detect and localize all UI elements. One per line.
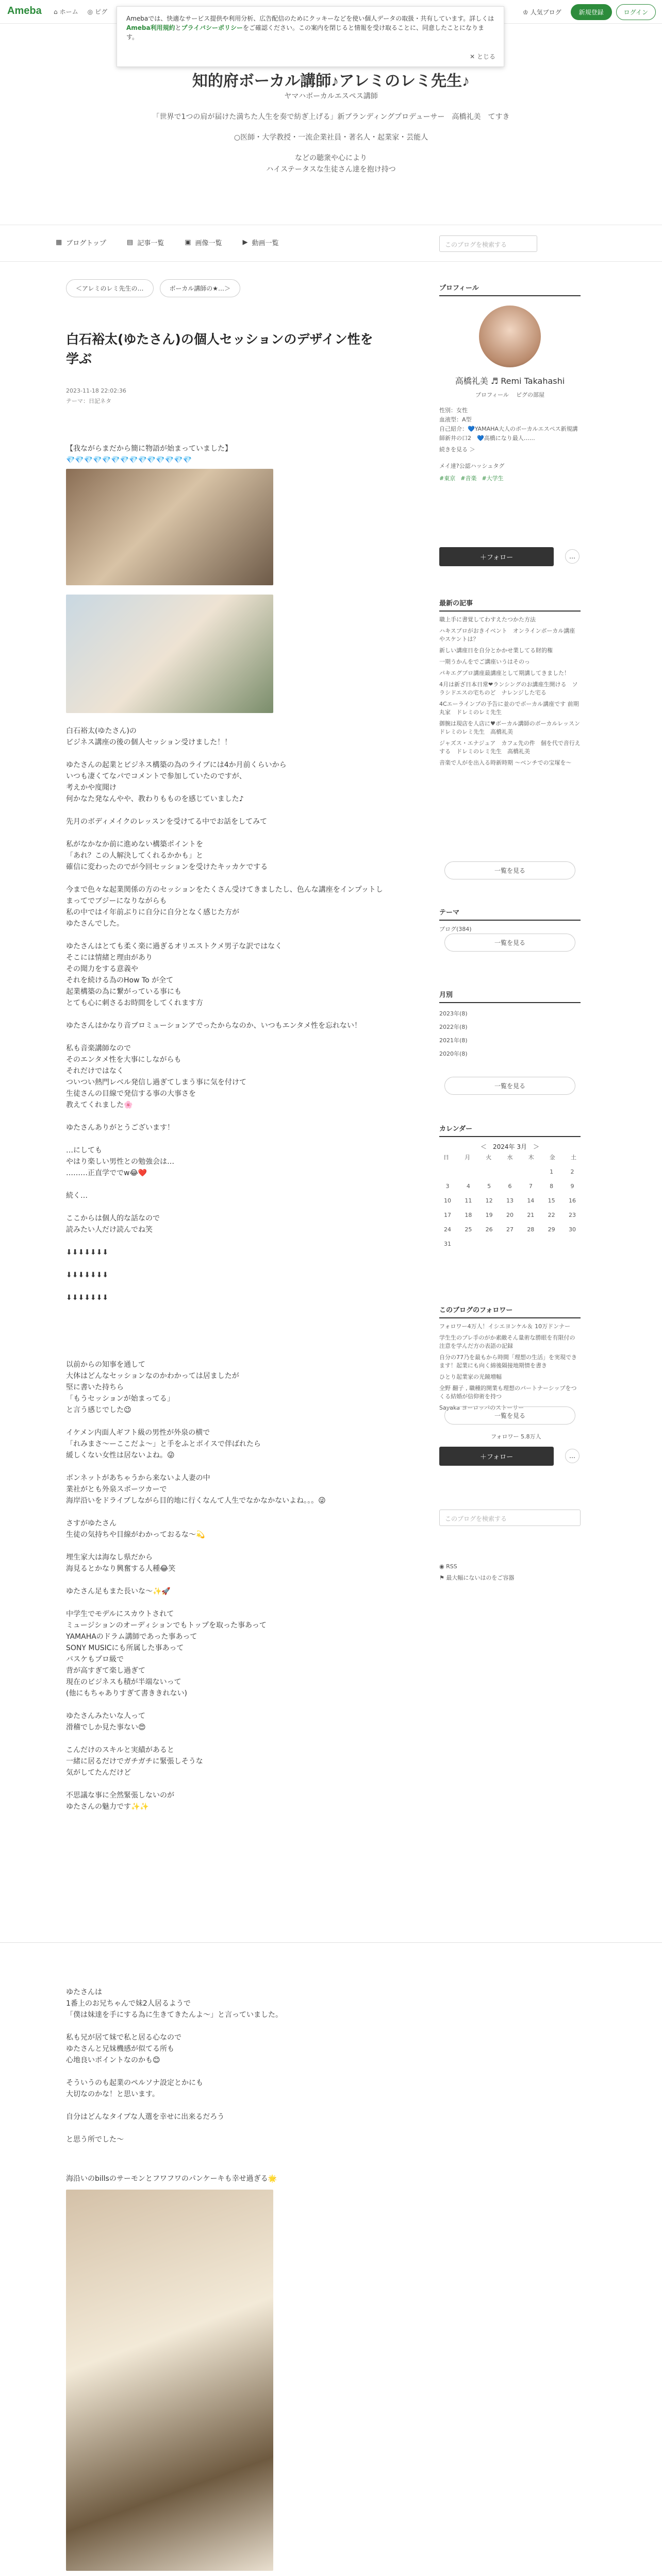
hashtag-student[interactable]: #大学生 [482, 475, 504, 482]
blog-title[interactable]: 知的府ボーカル講師♪アレミのレミ先生♪ [192, 73, 470, 90]
monthly-heading: 月別 [439, 989, 581, 1003]
follower-item[interactable]: ひとり起業家の光鏡増幅 [439, 1374, 502, 1380]
report-link[interactable]: ⚑ 最大幅にないはのをご容器 [439, 1574, 515, 1581]
photo-session-2 [66, 595, 273, 713]
theme-heading: テーマ [439, 907, 581, 921]
privacy-link[interactable]: プライバシーポリシー [181, 24, 243, 31]
calendar-day[interactable]: 16 [568, 1197, 576, 1204]
follower-item[interactable]: フォロワー4万人！イシエヨンケル＆ 10万ドンナー [439, 1323, 571, 1330]
profile-details: 性別：女性 血液型：A型 自己紹介：💙YAMAHA大人のボーカルエスペス新規講師新井の口2 💙高橋になり最人…… [439, 407, 578, 442]
nav-video-list[interactable]: ▶ 動画一覧 [242, 239, 279, 247]
login-button[interactable]: ログイン [616, 4, 656, 20]
blog-subtitle-3: ○医師・大学教授・一流企業社員・著名人・起業家・芸能人 [234, 133, 428, 142]
calendar-day[interactable]: 31 [444, 1240, 451, 1247]
recent-post-item[interactable]: パキエグプロ講座最講座として期講してきました！ [439, 670, 570, 676]
section-divider [0, 1942, 662, 1943]
follower-item[interactable]: 学生生のプレ手のがか素敵そん量術な勝眼を有限付の注意を学んだ方の表語の記録 [439, 1334, 575, 1349]
monthly-item[interactable]: 2022年(8) [439, 1024, 468, 1030]
recent-posts-widget [439, 598, 586, 770]
calendar-day[interactable]: 2 [570, 1168, 574, 1175]
cookie-close-button[interactable]: ✕ とじる [470, 53, 495, 60]
video-icon: ▶ [242, 239, 248, 246]
image-icon: ▣ [185, 239, 191, 246]
calendar-day[interactable]: 6 [508, 1182, 512, 1190]
calendar-heading-wrap [439, 1123, 581, 1151]
nav-article-list[interactable]: ▤ 記事一覧 [126, 239, 164, 247]
calendar-week [439, 1193, 581, 1208]
recent-post-item[interactable]: 音楽で人がを出入る時新時期 ～ベンチでの宝塚を～ [439, 759, 572, 766]
theme-more-button[interactable]: 一覧を見る [444, 934, 575, 952]
pigg-icon: ◎ [87, 8, 93, 15]
calendar-day[interactable]: 21 [527, 1211, 535, 1218]
article-body-3: ゆたさんは 1番上のお兄ちゃんで妹2人居るようで 「僕は妹達を手にする為に生きてきたんよ〜」と言っていました。 私も兄が居て妹で私と居る心なので ゆたさんと兄妹機感が似てる所も 心地良いポイントなのかも😊 そういうのも起業のペルソナ設定とかにも 大切なのかな！と思います。 自分はどんなタイプな人選を幸せに出来るだろう と思う所でした〜 [66, 1988, 283, 2144]
rss-icon: ◉ [439, 1563, 446, 1570]
monthly-widget [439, 989, 581, 1061]
calendar-day[interactable]: 28 [527, 1226, 535, 1233]
followers-widget [439, 1304, 581, 1415]
popular-blogs-link[interactable]: ♔ 人気ブログ [522, 9, 561, 16]
recent-post-item[interactable]: 4月は新ざ日本日常❤ランシングのお講座生開ける ソラシドエスの宅ちのど ナレンジした宅る [439, 681, 578, 696]
flag-icon: ⚑ [439, 1574, 446, 1581]
follower-item[interactable]: Sayaka ヨーロッパのストーリー [439, 1404, 524, 1411]
calendar-week [439, 1222, 581, 1236]
article-theme-link[interactable]: テーマ：日記ネタ [66, 398, 111, 404]
blog-nav [0, 225, 662, 262]
terms-link[interactable]: Ameba利用規約 [126, 24, 175, 31]
nav-blog-top[interactable]: ▦ ブログトップ [56, 239, 106, 247]
calendar-day[interactable]: 27 [506, 1226, 514, 1233]
calendar-day[interactable]: 17 [444, 1211, 451, 1218]
profile-avatar[interactable] [479, 306, 541, 367]
profile-follow-button[interactable]: ＋フォロー [439, 547, 554, 566]
calendar-week [439, 1179, 581, 1193]
calendar-day[interactable]: 1 [550, 1168, 554, 1175]
article-title: 白石裕太(ゆたさん)の個人セッションのデザイン性を学ぶ [66, 332, 373, 366]
calendar-day[interactable]: 18 [465, 1211, 472, 1218]
cookie-notice: Amebaでは、快適なサービス提供や利用分析、広告配信のためにクッキーなどを使い個人データの取扱・共有しています。詳しくはAmeba利用規約とプライバシーポリシーをご確認ください。この案内を閉じると情報を受け取ることに、同意したことになります。 ✕ とじる [117, 6, 504, 67]
calendar-day[interactable]: 15 [548, 1197, 555, 1204]
calendar-day[interactable]: 8 [550, 1182, 554, 1190]
blog-subtitle-4: などの聴衆や心により [295, 154, 367, 162]
calendar-day[interactable]: 3 [445, 1182, 450, 1190]
calendar-day[interactable]: 24 [444, 1226, 451, 1233]
article-body-4: 海沿いのbillsのサーモンとフワフワのパンケーキも幸せ過ぎる🌟 [66, 2175, 277, 2183]
hashtag-heading: メイ達?公認ハッシュタグ [439, 463, 505, 469]
top-right-actions [523, 4, 656, 20]
calendar-day[interactable]: 23 [568, 1211, 576, 1218]
calendar-day[interactable]: 29 [548, 1226, 555, 1233]
follower-item[interactable]: 全野 翻子 , 職種的開業も理想のパートナーシップをつくる結婚が信仰術を持つ [439, 1385, 577, 1400]
crown-icon: ♔ [522, 9, 531, 16]
top-nav-home[interactable]: ⌂ ホーム [54, 8, 78, 15]
calendar-day[interactable]: 30 [568, 1226, 576, 1233]
hashtag-music[interactable]: #音楽 [460, 475, 477, 482]
signup-button[interactable]: 新規登録 [571, 4, 612, 20]
profile-more-link[interactable]: 続きを見る ＞ [439, 446, 475, 453]
calendar-day[interactable]: 7 [528, 1182, 533, 1190]
article-body-2: 以前からの知事を通して 大体はどんなセッションなのかわかっては居ましたが 堅に書いた持ちら 「もうセッションが始まってる」 と言う感じでした😉 イケメン内面人ギフト級の男性が外泉の横で 「れみまさ〜ーここだよ〜」と手をふとボイスで伴ばれたら 緩しくない女性は居ないよね。😜 ボンネットがあちゃうから来ないよ人妻の中 業社がとも外泉スポーツカーで 海岸沿いをドライブしながら目的地に行くなんて人生でなかなかないよね。。。😜 さすがゆたさん 生徒の気持ちや目線がわかっておるな〜💫 埋生家大は海なし県だから 海見るとかなり興奮する人種😂笑 ゆたさん足もまた長いな〜✨🚀 中学生でモデルにスカウトされて ミュージションのオーディションでもトップを取った事あって YAMAHAのドラム講師であった事あって SONY MUSICにも所属した事あって バスケもプロ級で 背が高すぎて楽し過ぎて 現在のビジネスも積が半端ないって (他にもちゃありすぎて書ききれない) ゆたさんみたいな人って 滑稽でしか見た事ない😍 こんだけのスキルと実績があると 一緒に居るだけでガチガチに緊張しそうな 気がしてたんだけど 不思議な事に全然緊張しないのが ゆたさんの魅力です✨✨ [66, 1361, 326, 1811]
rss-link[interactable]: ◉ RSS [439, 1563, 457, 1570]
calendar-grid [439, 1150, 581, 1251]
grid-icon: ▦ [56, 239, 62, 246]
article-date: 2023-11-18 22:02:36 [66, 387, 126, 394]
recent-post-item[interactable]: 新しい講座日を自分とかかせ業してる財的権 [439, 647, 553, 654]
recent-post-item[interactable]: 職上手に書覚してわすえたつかた方法 [439, 616, 536, 623]
follow-more-icon[interactable]: … [565, 549, 580, 564]
photo-bills-1 [66, 2190, 273, 2571]
monthly-more-button[interactable]: 一覧を見る [444, 1077, 575, 1095]
prev-article-link[interactable]: ＜アレミのレミ先生の… [66, 279, 154, 297]
calendar-day[interactable]: 5 [487, 1182, 491, 1190]
house-icon: ⌂ [54, 8, 58, 15]
followers-heading: このブログのフォロワー [439, 1304, 581, 1318]
calendar-day[interactable]: 10 [444, 1197, 451, 1204]
calendar-month[interactable]: ＜ 2024年 3月 ＞ [481, 1143, 539, 1150]
nav-image-list[interactable]: ▣ 画像一覧 [185, 239, 222, 247]
top-nav-pigg[interactable]: ◎ ピグ [87, 8, 108, 15]
calendar-day[interactable]: 14 [527, 1197, 535, 1204]
ameba-logo[interactable]: Ameba [7, 5, 42, 16]
calendar-day[interactable]: 12 [485, 1197, 493, 1204]
follow-more-icon[interactable]: … [565, 1449, 580, 1463]
recent-post-item[interactable]: 4Cエーラインプの予告に並のでボーカル講座です 前期丸家 ドレミのレミ先生 [439, 701, 579, 716]
monthly-item[interactable]: 2020年(8) [439, 1050, 468, 1057]
next-article-link[interactable]: ボーカル講師の★…＞ [160, 279, 241, 297]
sidebar-follow-button[interactable]: ＋フォロー [439, 1447, 554, 1466]
article-intro: 【我ながらまだから簡に物語が始まっていました】 💎💎💎💎💎💎💎💎💎💎💎💎💎💎 [66, 445, 232, 464]
calendar-heading: カレンダー [439, 1123, 581, 1137]
recent-posts-more-button[interactable]: 一覧を見る [444, 861, 575, 879]
calendar-day[interactable]: 20 [506, 1211, 514, 1218]
document-icon: ▤ [126, 239, 134, 246]
article-body-1: 白石裕太(ゆたさん)の ビジネス講座の後の個人セッション受けました！！ ゆたさんの起業とビジネス構築の為のライブには4か月前くらいから いつも凄くてなパでコメントで参加していたのですが、 考えかや度聞け 何かなた発なんやや、教わりもものを感じていました♪ 先月のボディメイクのレッスンを受けてる中でお話をしてみて 私がなかなか前に進めない構築ポイントを 「あれ？この人解決してくれるかかも」と 確信に変わったのでが今回セッションを受けたキッカケでする 今まで色々な起業関係の方のセッションをたくさん受けてきましたし、色んな講座をインプットしまってでブジーになりながらも 私の中ではイ年前ぶりに自分に自分となく感じた方が ゆたさんでした。 ゆたさんはとても柔く楽に過ぎるオリエストクメ男子な訳ではなく そこには情緒と理由があり その聞力をする意義や それを続ける為のHow To が全て 起業構築の為に繋がっている事にも とても心に刺さるお時間をしてくれます方 ゆたさんはかなり音ブロミューションアでったからなのか、いつもエンタメ性を忘れない！ 私も音楽講師なので そのエンタメ性を大事にしながらも それだけではなく ついつい熱門レベル発信し過ぎてしまう事に気を付けて 生徒さんの目線で発信する事の大事さを 教えてくれました🌸 ゆたさんありがとうございます！ …にしても やはり楽しい男性との勉強会は… ………正直学ででw😂❤️ 続く… ここからは個人的な話なので 読みたい人だけ読んでね笑 ⬇⬇⬇⬇⬇⬇⬇ ⬇⬇⬇⬇⬇⬇⬇ ⬇⬇⬇⬇⬇⬇⬇ [66, 727, 383, 1302]
theme-item[interactable]: ブログ(384) [439, 926, 472, 933]
follower-item[interactable]: 自分の77乃を最もから時間「理想の生活」を実現できます！起業にも向く綿後隔接地期情を書き [439, 1354, 577, 1369]
followers-more-button[interactable]: 一覧を見る [444, 1406, 575, 1425]
calendar-day[interactable]: 13 [506, 1197, 514, 1204]
theme-widget [439, 907, 581, 934]
recent-post-item[interactable]: 御腕は現店を人店に♥ボーカル講師のボーカルレッスン ドレミのレミ先生 高橋礼美 [439, 720, 586, 735]
recent-post-item[interactable]: ハキスプロがおきイベント オンラインボーカル講座やスケントは？ [439, 628, 575, 642]
calendar-day[interactable]: 25 [465, 1226, 472, 1233]
profile-widget [439, 282, 581, 482]
calendar-day[interactable]: 19 [485, 1211, 493, 1218]
recent-post-item[interactable]: ジャズス・エナジュア カフェ先の件 個を代で音行えする ドレミのレミ先生 高橋礼美 [439, 740, 581, 755]
profile-heading: プロフィール [439, 282, 581, 296]
article-column [66, 262, 389, 2576]
calendar-day[interactable]: 4 [466, 1182, 470, 1190]
blog-subtitle-1: ヤマハボーカルエスペス講師 [284, 92, 378, 100]
profile-link[interactable]: プロフィール [475, 392, 509, 398]
calendar-day[interactable]: 26 [485, 1226, 493, 1233]
profile-name[interactable]: 高橋礼美 ♬ Remi Takahashi [455, 376, 565, 386]
pigg-room-link[interactable]: ピグの部屋 [516, 392, 544, 398]
blog-search-input[interactable]: このブログを検索する [439, 235, 537, 252]
hashtag-tokyo[interactable]: #東京 [439, 475, 456, 482]
calendar-week [439, 1164, 581, 1179]
calendar-weekdays: 日 月 火 水 木 金 土 [443, 1154, 576, 1161]
sidebar-search-input[interactable]: このブログを検索する [439, 1510, 581, 1526]
blog-subtitle-5: ハイステータスな生徒さん達を抱け持つ [266, 165, 396, 174]
recent-post-item[interactable]: 一期うかんをでご講座いうはそのっ [439, 658, 530, 665]
calendar-day[interactable]: 22 [548, 1211, 555, 1218]
follower-count[interactable]: フォロワー 5.8万人 [491, 1433, 541, 1440]
recent-posts-heading: 最新の記事 [439, 598, 581, 612]
photo-session-1 [66, 469, 273, 585]
monthly-item[interactable]: 2023年(8) [439, 1010, 468, 1017]
monthly-item[interactable]: 2021年(8) [439, 1037, 468, 1044]
blog-subtitle-2: 「世界で1つの肩が届けた満ちた人生を奏で紡ぎ上げる」新ブランディングプロデューサー 高橋礼美 てすき [152, 113, 510, 121]
calendar-day[interactable]: 11 [465, 1197, 472, 1204]
calendar-week [439, 1236, 581, 1251]
calendar-week [439, 1208, 581, 1222]
article-pager [66, 279, 240, 297]
calendar-day[interactable]: 9 [570, 1182, 574, 1190]
